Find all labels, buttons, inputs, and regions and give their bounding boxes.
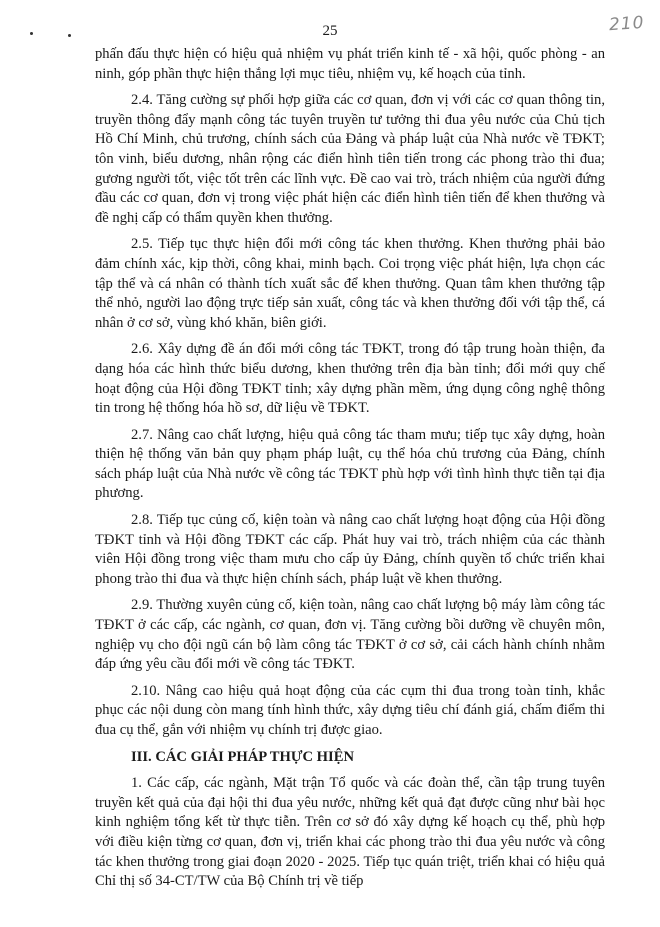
paragraph-2-6: 2.6. Xây dựng đề án đổi mới công tác TĐKT, trong đó tập trung hoàn thiện, đa dạng hóa các hình thức biểu dương, khen thưởng trên địa bàn tỉnh; đổi mới quy chế hoạt động của Hội đồng TĐKT tỉnh; xây dựng phần mềm, ứng dụng công nghệ thông tin trong hệ thống hóa hồ sơ, dữ liệu về TĐKT. <box>95 341 605 417</box>
paragraph-2-5: 2.5. Tiếp tục thực hiện đổi mới công tác khen thưởng. Khen thưởng phải bảo đảm chính xác, kịp thời, công khai, minh bạch. Coi trọng việc phát hiện, lựa chọn các tập thể và cá nhân có thành tích xuất sắc để khen thưởng. Quan tâm khen thưởng tập thể nhỏ, người lao động trực tiếp sản xuất, công tác và khen thưởng đối với tập thể, cá nhân ở cơ sở, vùng khó khăn, biên giới. <box>95 236 605 331</box>
document-body <box>95 45 605 899</box>
paragraph-2-10: 2.10. Nâng cao hiệu quả hoạt động của các cụm thi đua trong toàn tỉnh, khắc phục các nội dung còn mang tính hình thức, xây dựng tiêu chí đánh giá, chấm điểm thi đua cụ thể, gắn với nhiệm vụ chính trị được giao. <box>95 682 605 738</box>
paragraph-2-4: 2.4. Tăng cường sự phối hợp giữa các cơ quan, đơn vị với các cơ quan thông tin, truyền thông đẩy mạnh công tác tuyên truyền tư tưởng thi đua yêu nước của Chủ tịch Hồ Chí Minh, chủ trương, chính sách của Đảng và pháp luật của Nhà nước về TĐKT; tôn vinh, biểu dương, nhân rộng các điển hình tiên tiến trong các phong trào thi đua; gương người tốt, việc tốt trên các lĩnh vực. Đề cao vai trò, trách nhiệm của người đứng đầu các cơ quan, đơn vị trong việc phát hiện các điển hình tiên tiến để khen thưởng và đề nghị cấp có thẩm quyền khen thưởng. <box>95 92 605 226</box>
page-number: 25 <box>322 23 338 39</box>
handwritten-page-annotation: 210 <box>607 12 645 36</box>
paragraph-continuation: phấn đấu thực hiện có hiệu quả nhiệm vụ phát triển kinh tế - xã hội, quốc phòng - an ninh, góp phần thực hiện thắng lợi mục tiêu, nhiệm vụ, kế hoạch của tỉnh. <box>95 46 605 82</box>
paragraph-2-7: 2.7. Nâng cao chất lượng, hiệu quả công tác tham mưu; tiếp tục xây dựng, hoàn thiện hệ thống văn bản quy phạm pháp luật, cụ thể hóa chủ trương của Đảng, chính sách pháp luật của Nhà nước về công tác TĐKT phù hợp với tình hình thực tiễn tại địa phương. <box>95 426 605 502</box>
section-heading: III. CÁC GIẢI PHÁP THỰC HIỆN <box>131 748 354 765</box>
paragraph-2-9: 2.9. Thường xuyên củng cố, kiện toàn, nâng cao chất lượng bộ máy làm công tác TĐKT ở các cấp, các ngành, cơ quan, đơn vị. Tăng cường bồi dưỡng về chuyên môn, nghiệp vụ cho đội ngũ cán bộ làm công tác TĐKT ở cơ sở, cải cách hành chính nhằm đáp ứng yêu cầu đổi mới về công tác TĐKT. <box>95 597 605 673</box>
paragraph-2-8: 2.8. Tiếp tục củng cố, kiện toàn và nâng cao chất lượng hoạt động của Hội đồng TĐKT tỉnh và Hội đồng TĐKT các cấp. Phát huy vai trò, trách nhiệm của các thành viên Hội đồng trong việc tham mưu cho cấp ủy Đảng, chính quyền tổ chức triển khai phong trào thi đua và thực hiện chính sách, pháp luật về khen thưởng. <box>95 512 605 587</box>
paragraph-solution-1: 1. Các cấp, các ngành, Mặt trận Tổ quốc và các đoàn thể, cần tập trung tuyên truyền kết quả của đại hội thi đua yêu nước, những kết quả đạt được cũng như bài học kinh nghiệm tổng kết từ thực tiễn. Trên cơ sở đó xây dựng kế hoạch cụ thể, phù hợp với điều kiện từng cơ quan, đơn vị, triển khai các phong trào thi đua yêu nước và công tác khen thưởng trong giai đoạn 2020 - 2025. Tiếp tục quán triệt, triển khai có hiệu quả Chỉ thị số 34-CT/TW của Bộ Chính trị về tiếp <box>95 775 605 890</box>
